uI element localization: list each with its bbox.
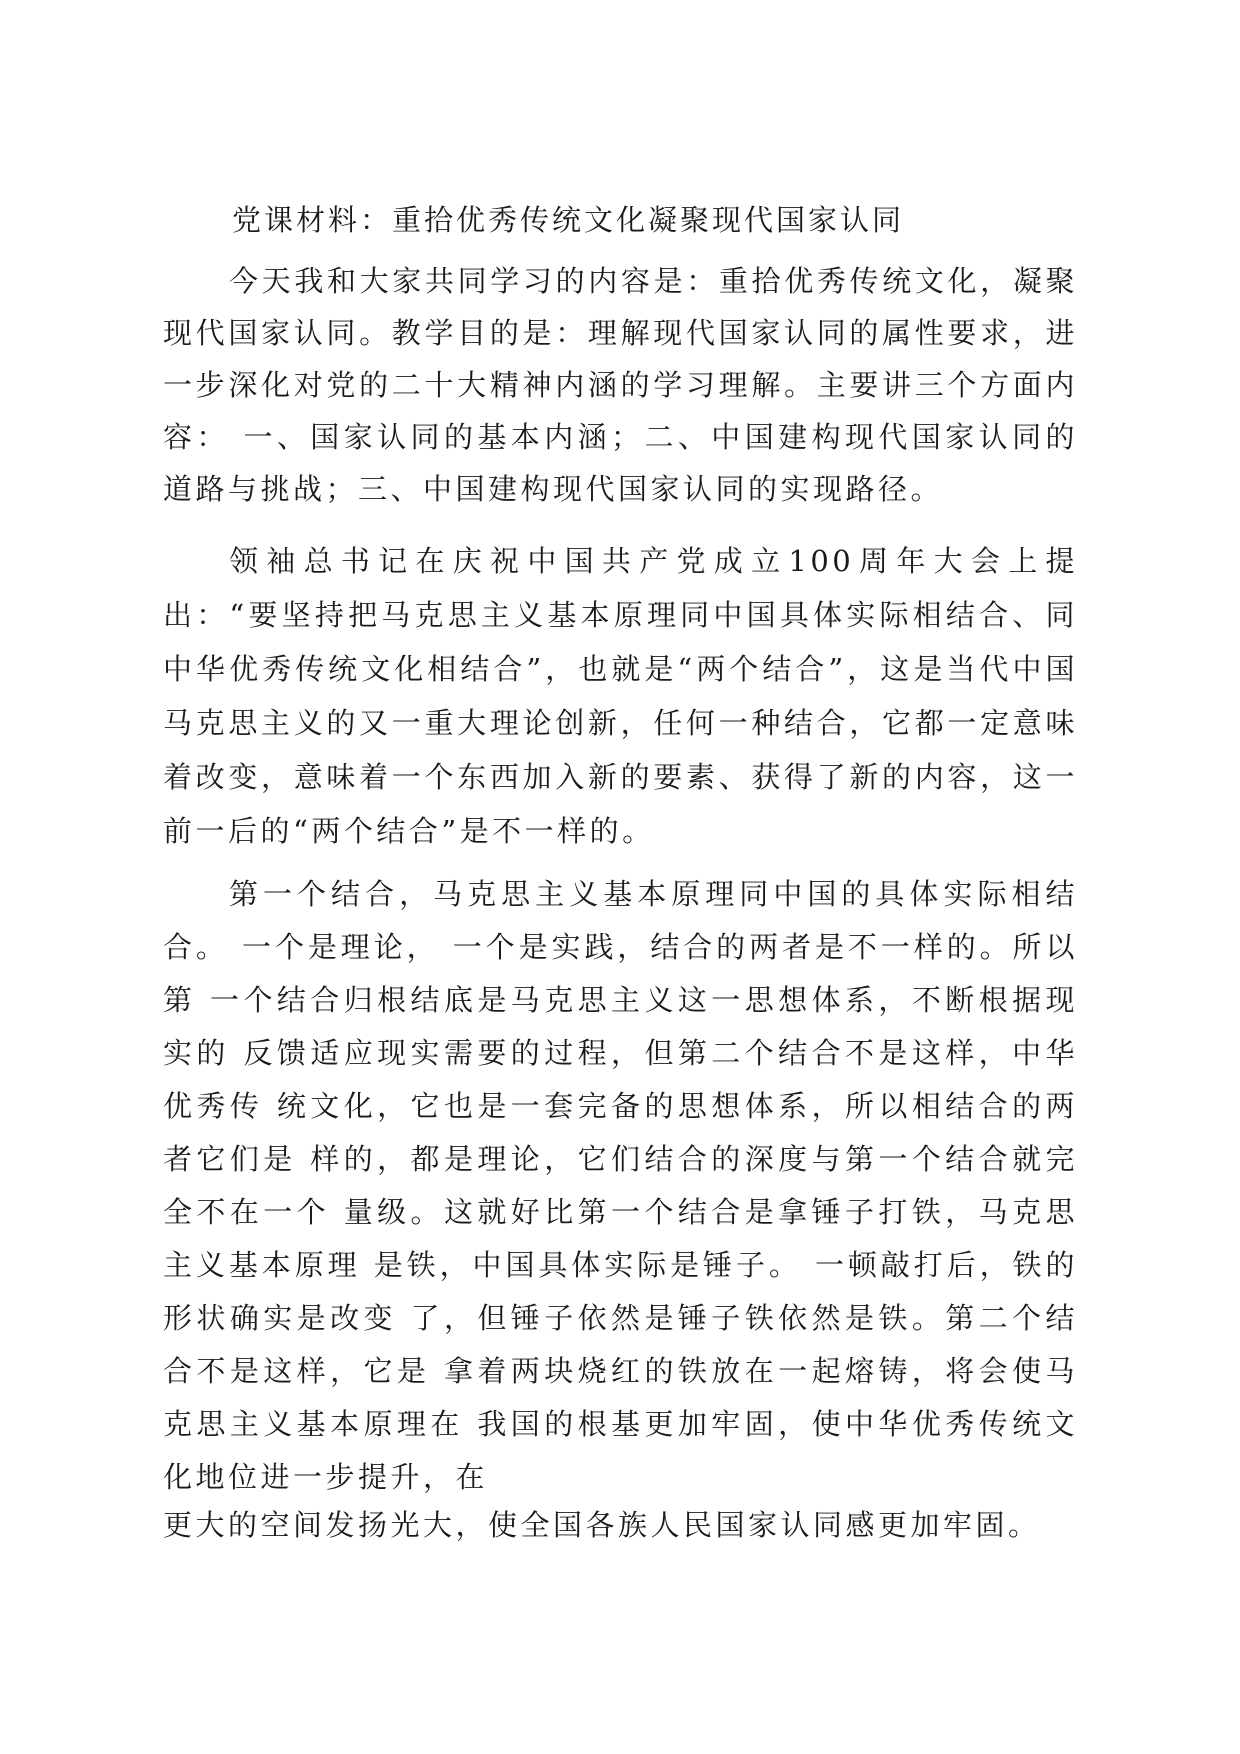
paragraph-two-combinations: 领袖总书记在庆祝中国共产党成立100周年大会上提出：“要坚持把马克思主义基本原理同中国具体实际相结合、同中华优秀传统文化相结合”，也就是“两个结合”，这是当代中国马克思主义的又一重大理论创新，任何一种结合，它都一定意味着改变，意味着一个东西加入新的要素、获得了新的内容，这一前一后的“两个结合”是不一样的。 [163,544,1078,848]
paragraph-intro: 今天我和大家共同学习的内容是：重拾优秀传统文化，凝聚现代国家认同。教学目的是：理解现代国家认同的属性要求，进一步深化对党的二十大精神内涵的学习理解。主要讲三个方面内容： 一、国家认同的基本内涵；二、中国建构现代国家认同的道路与挑战；三、中国建构现代国家认同的实现路径。 [163,264,1078,506]
document-title: 党课材料：重拾优秀传统文化凝聚现代国家认同 [232,203,905,237]
paragraph-continuation: 更大的空间发扬光大，使全国各族人民国家认同感更加牢固。 [163,1508,1041,1542]
paragraph-first-combination: 第一个结合，马克思主义基本原理同中国的具体实际相结合。 一个是理论， 一个是实践，结合的两者是不一样的。所以第 一个结合归根结底是马克思主义这一思想体系，不断根据现实的 反馈适应现实需要的过程，但第二个结合不是这样，中华优秀传 统文化，它也是一套完备的思想体系，所以相结合的两者它们是 样的，都是理论，它们结合的深度与第一个结合就完全不在一个 量级。这就好比第一个结合是拿锤子打铁，马克思主义基本原理 是铁，中国具体实际是锤子。 一顿敲打后，铁的形状确实是改变 了，但锤子依然是锤子铁依然是铁。第二个结合不是这样，它是 拿着两块烧红的铁放在一起熔铸，将会使马克思主义基本原理在 我国的根基更加牢固，使中华优秀传统文化地位进一步提升，在 [163,877,1078,1494]
